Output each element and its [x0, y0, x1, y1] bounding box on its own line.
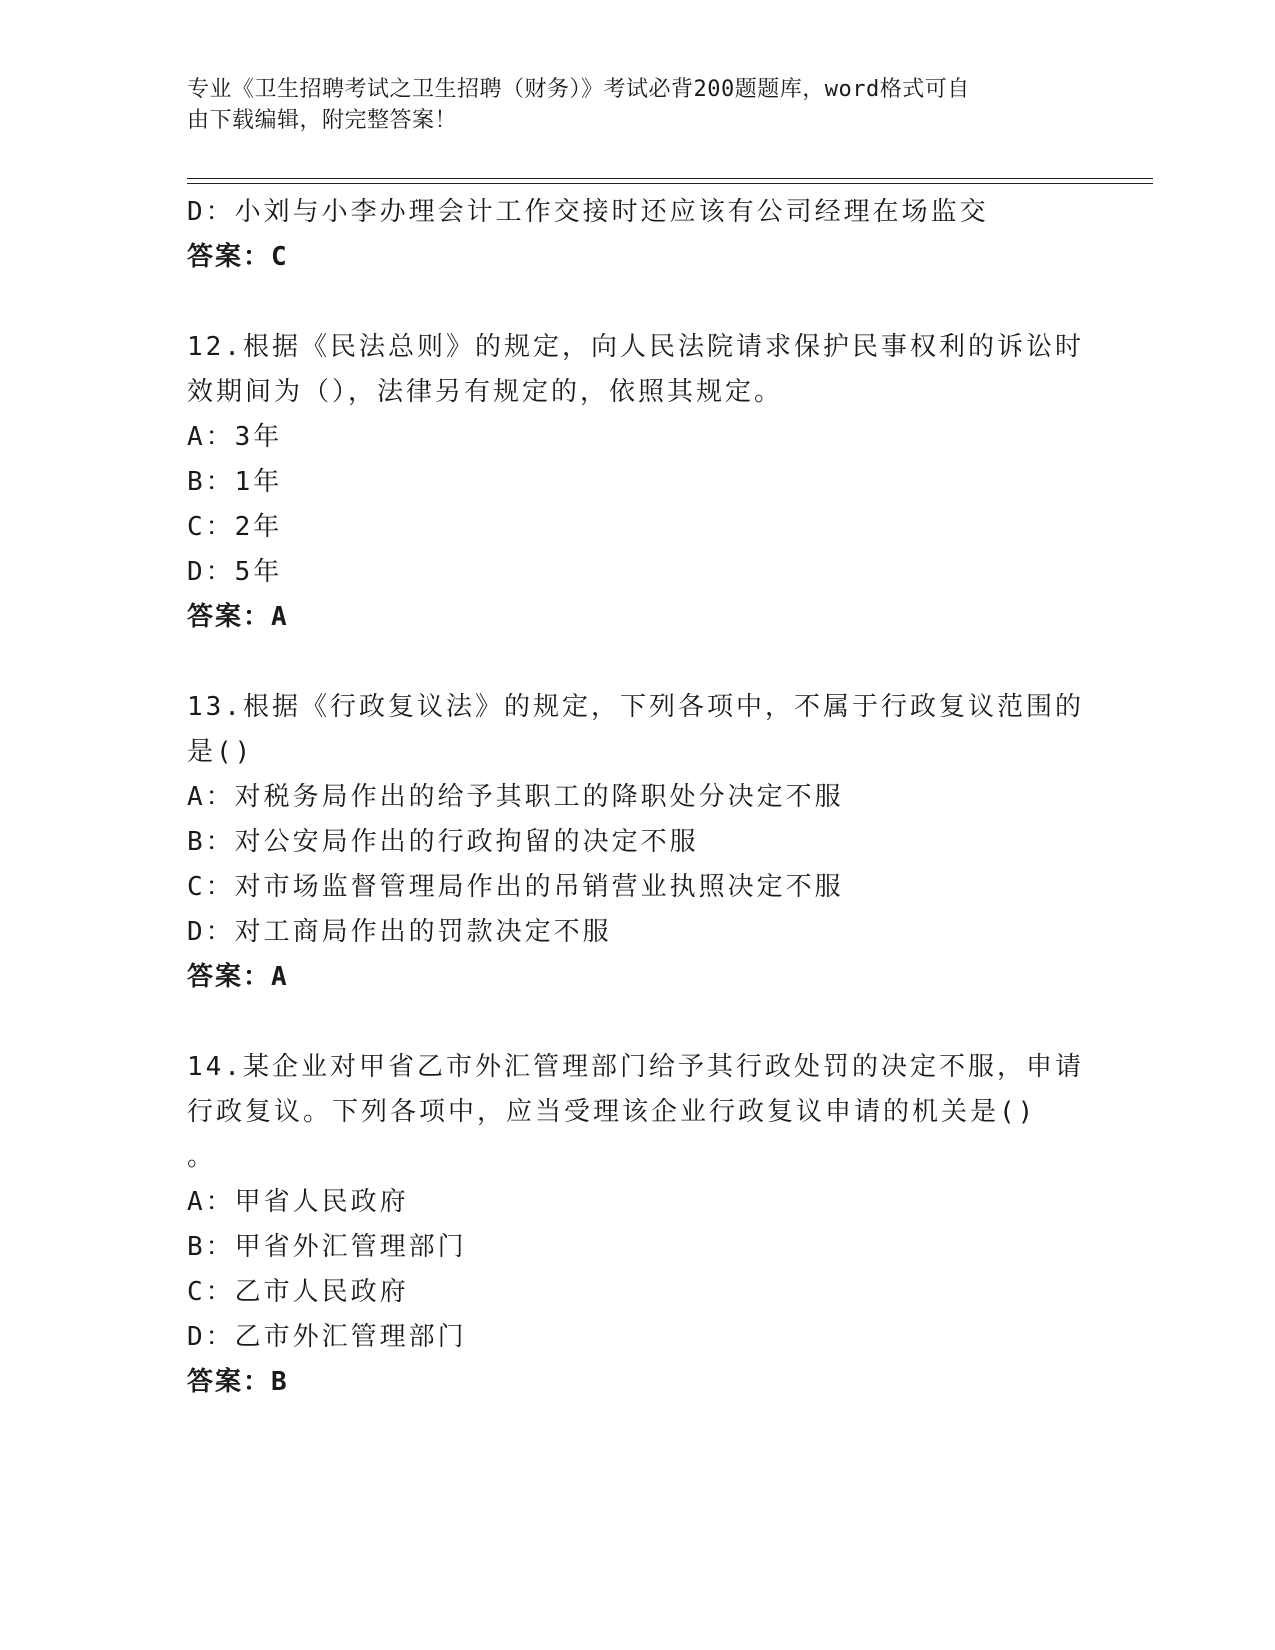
question-12	[187, 325, 1084, 640]
question-text-line-1: 14.某企业对甲省乙市外汇管理部门给予其行政处罚的决定不服，申请	[187, 1052, 1084, 1082]
question-text-line-2: 效期间为（），法律另有规定的，依照其规定。	[187, 377, 784, 407]
option-b: B：甲省外汇管理部门	[187, 1232, 467, 1262]
header-line-1: 专业《卫生招聘考试之卫生招聘（财务）》考试必背200题题库，word格式可自	[187, 77, 970, 102]
answer: 答案：A	[187, 602, 289, 632]
option-a: A：甲省人民政府	[187, 1187, 409, 1217]
question-text-line-2: 是()	[187, 737, 254, 767]
option-c: C：对市场监督管理局作出的吊销营业执照决定不服	[187, 872, 844, 902]
question-13	[187, 685, 1084, 1000]
question-text-line-2: 行政复议。下列各项中，应当受理该企业行政复议申请的机关是()	[187, 1097, 1037, 1127]
option-d: D：乙市外汇管理部门	[187, 1322, 467, 1352]
option-d: D：对工商局作出的罚款决定不服	[187, 917, 612, 947]
question-text-line-1: 13.根据《行政复议法》的规定，下列各项中，不属于行政复议范围的	[187, 692, 1084, 722]
option-b: B：对公安局作出的行政拘留的决定不服	[187, 827, 699, 857]
option-c: C：乙市人民政府	[187, 1277, 409, 1307]
header-rule-top	[187, 178, 1153, 179]
header-line-2: 由下载编辑，附完整答案！	[187, 108, 458, 133]
answer: 答案：B	[187, 1367, 289, 1397]
header-rule-bottom	[187, 183, 1153, 184]
document-header	[187, 74, 1067, 136]
option-c: C：2年	[187, 512, 283, 542]
option-a: A：对税务局作出的给予其职工的降职处分决定不服	[187, 782, 844, 812]
option-d: D：小刘与小李办理会计工作交接时还应该有公司经理在场监交	[187, 197, 989, 227]
answer: 答案：C	[187, 242, 289, 272]
option-d: D：5年	[187, 557, 283, 587]
question-text-line-3: 。	[187, 1142, 217, 1172]
option-b: B：1年	[187, 467, 283, 497]
question-text-line-1: 12.根据《民法总则》的规定，向人民法院请求保护民事权利的诉讼时	[187, 332, 1084, 362]
answer: 答案：A	[187, 962, 289, 992]
document-body	[187, 190, 1084, 1405]
previous-question-tail	[187, 190, 1077, 280]
question-14	[187, 1045, 1084, 1405]
option-a: A：3年	[187, 422, 283, 452]
